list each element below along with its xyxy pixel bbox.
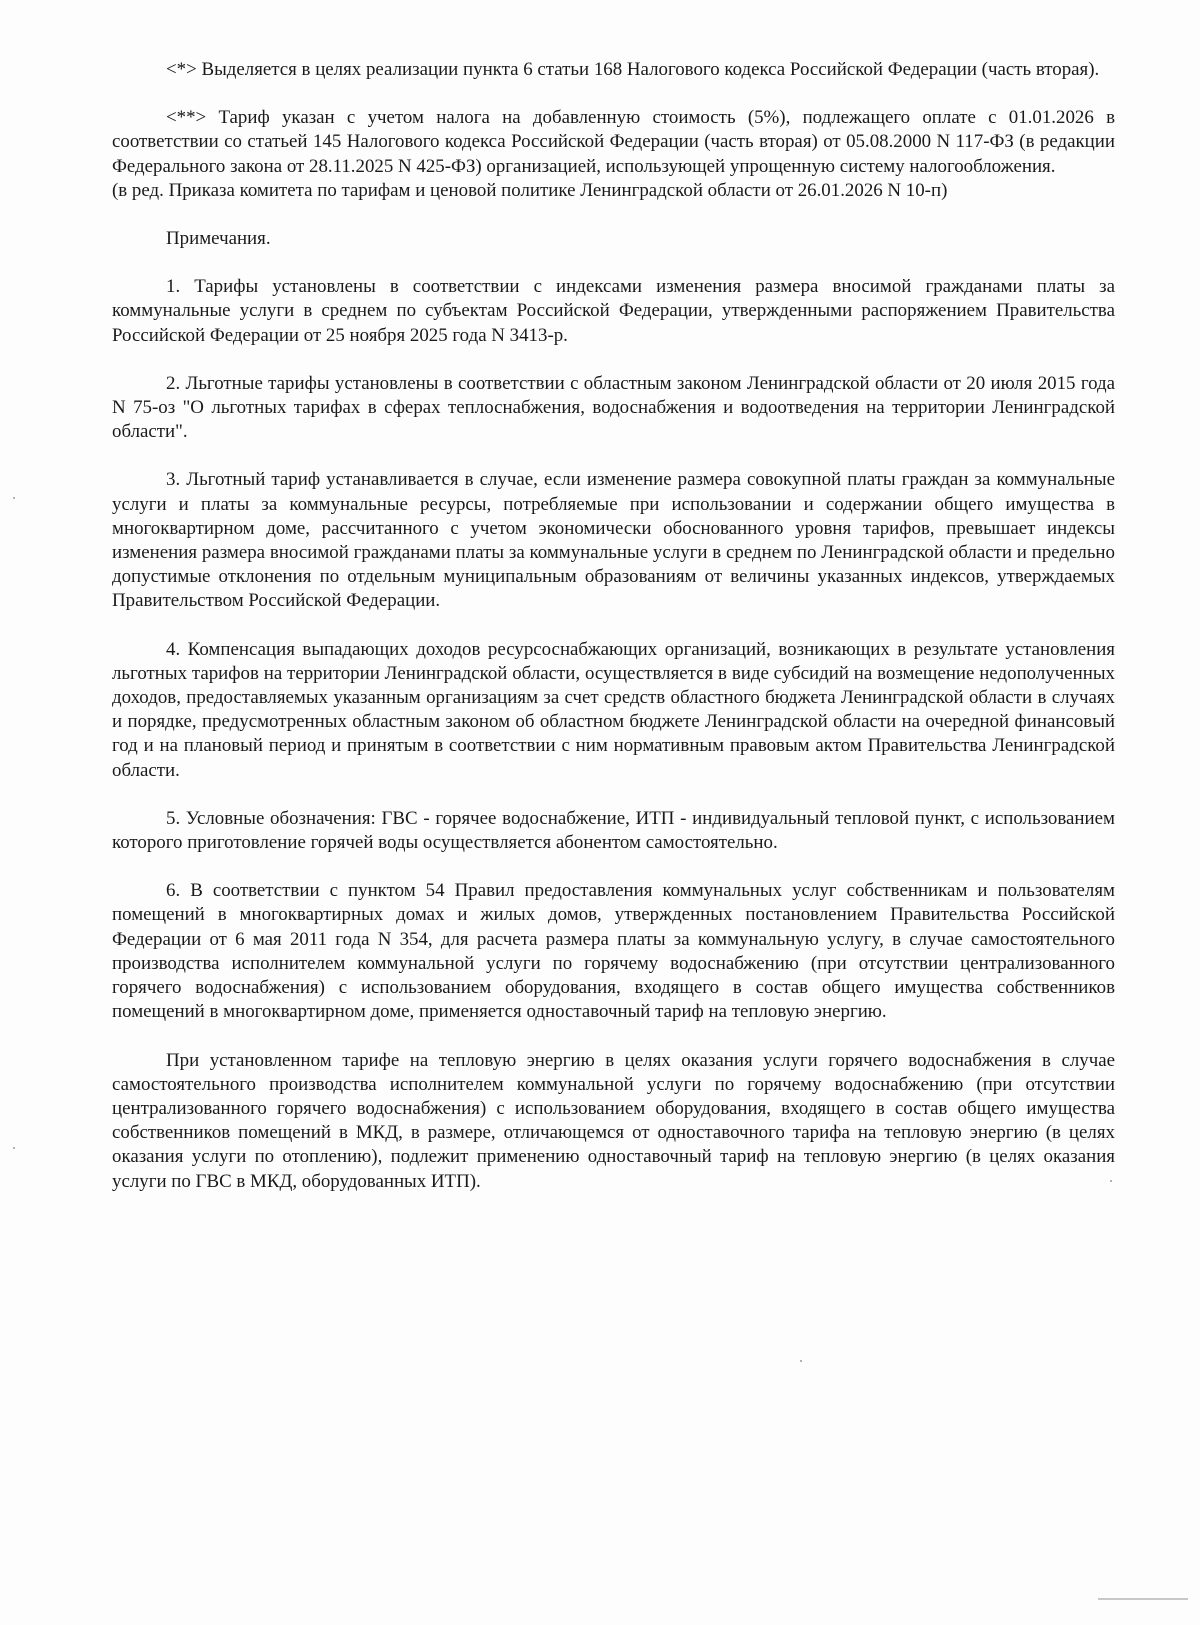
footnote-vat-allocation: <*> Выделяется в целях реализации пункта 6 статьи 168 Налогового кодекса Российской Федерации (часть вторая). (166, 59, 1100, 80)
note-item-2: 2. Льготные тарифы установлены в соответствии с областным законом Ленинградской области от 20 июля 2015 года N 75-оз "О льготных тарифах в сферах теплоснабжения, водоснабжения и водоотведения на территории Ленинградской области". (112, 372, 1115, 443)
note-item-1: 1. Тарифы установлены в соответствии с индексами изменения размера вносимой гражданами платы за коммунальные услуги в среднем по субъектам Российской Федерации, утвержденными распоряжением Правительства Российской Федерации от 25 ноября 2025 года N 3413-р. (112, 276, 1115, 346)
scan-speck (13, 497, 15, 499)
edition-note: (в ред. Приказа комитета по тарифам и ценовой политике Ленинградской области от 26.01.2026 N 10-п) (112, 179, 948, 201)
scan-speck (13, 1147, 15, 1149)
note-item-3: 3. Льготный тариф устанавливается в случае, если изменение размера совокупной платы граждан за коммунальные услуги и платы за коммунальные ресурсы, потребляемые при использовании и содержании общего имущества в многоквартирном доме, рассчитанного с учетом экономически обоснованного уровня тарифов, превышает индексы изменения размера вносимой гражданами платы за коммунальные услуги в среднем по Ленинградской области и предельно допустимые отклонения по отдельным муниципальным образованиям от величины указанных индексов, утверждаемых Правительством Российской Федерации. (112, 469, 1115, 612)
note-item-6: 6. В соответствии с пунктом 54 Правил предоставления коммунальных услуг собственникам и пользователям помещений в многоквартирных домах и жилых домов, утвержденных постановлением Правительства Российской Федерации от 6 мая 2011 года N 354, для расчета размера платы за коммунальную услугу, в случае самостоятельного производства исполнителем коммунальной услуги по горячему водоснабжению (при отсутствии централизованного горячего водоснабжения) с использованием оборудования, входящего в состав общего имущества собственников помещений в многоквартирном доме, применяется одноставочный тариф на тепловую энергию. (112, 880, 1115, 1023)
footnote-vat-tariff: <**> Тариф указан с учетом налога на добавленную стоимость (5%), подлежащего оплате с 01.01.2026 в соответствии со статьей 145 Налогового кодекса Российской Федерации (часть вторая) от 05.08.2000 N 117-ФЗ (в редакции Федерального закона от 28.11.2025 N 425-ФЗ) организацией, использующей упрощенную систему налогообложения. (112, 107, 1115, 177)
notes-heading: Примечания. (166, 228, 271, 250)
scan-speck (1110, 1180, 1112, 1182)
scan-edge-mark (1098, 1598, 1188, 1600)
note-item-6-continuation: При установленном тарифе на тепловую энергию в целях оказания услуги горячего водоснабжения в случае самостоятельного производства исполнителем коммунальной услуги по горячему водоснабжению (при отсутствии централизованного горячего водоснабжения) с использованием оборудования, входящего в состав общего имущества собственников помещений в МКД, в размере, отличающемся от одноставочного тарифа на тепловую энергию (в целях оказания услуги по отоплению), подлежит применению одноставочный тариф на тепловую энергию (в целях оказания услуги по ГВС в МКД, оборудованных ИТП). (112, 1049, 1115, 1192)
note-item-5: 5. Условные обозначения: ГВС - горячее водоснабжение, ИТП - индивидуальный тепловой пункт, с использованием которого приготовление горячей воды осуществляется абонентом самостоятельно. (112, 807, 1115, 854)
note-item-4: 4. Компенсация выпадающих доходов ресурсоснабжающих организаций, возникающих в результате установления льготных тарифов на территории Ленинградской области, осуществляется в виде субсидий на возмещение недополученных доходов, предоставляемых указанным организациям за счет средств областного бюджета Ленинградской области в случаях и порядке, предусмотренных областным законом об областном бюджете Ленинградской области на очередной финансовый год и на плановый период и принятым в соответствии с ним нормативным правовым актом Правительства Ленинградской области. (112, 638, 1115, 781)
scan-speck (800, 1360, 802, 1362)
